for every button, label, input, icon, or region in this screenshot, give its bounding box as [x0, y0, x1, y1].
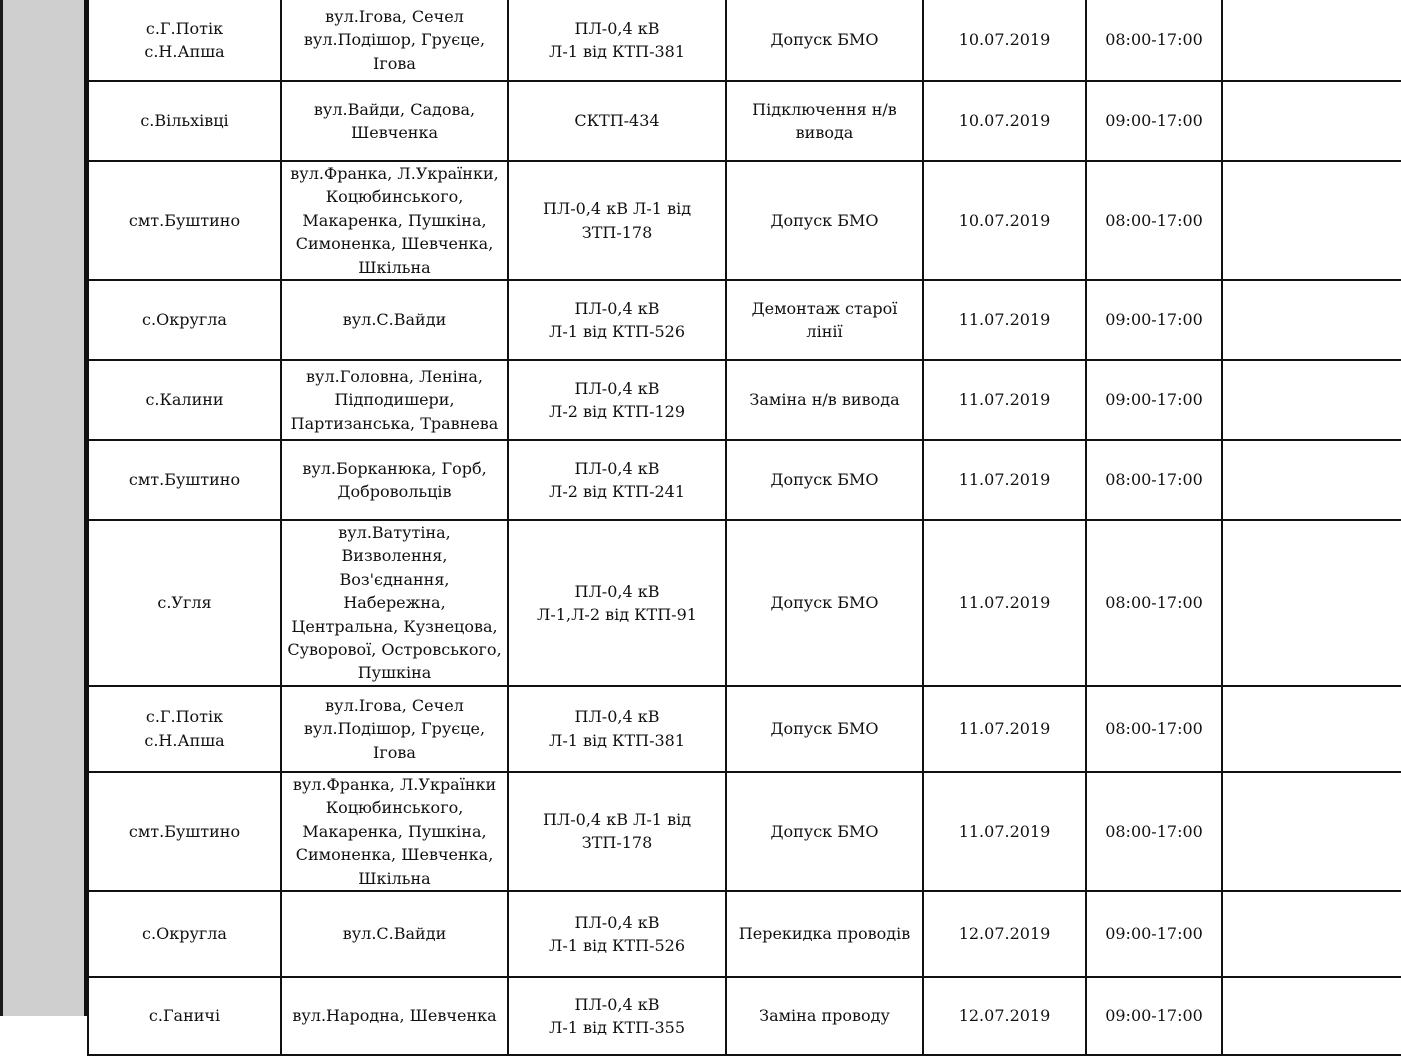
date-cell: 11.07.2019	[923, 772, 1086, 891]
locality-cell: с.Угля	[88, 520, 281, 686]
note-cell	[1222, 0, 1401, 81]
table-row	[88, 161, 1401, 280]
table-row	[88, 891, 1401, 977]
time-cell: 08:00-17:00	[1086, 520, 1222, 686]
power-line-cell: ПЛ-0,4 кВ Л-2 від КТП-241	[508, 440, 726, 520]
time-cell: 08:00-17:00	[1086, 686, 1222, 772]
table-row	[88, 0, 1401, 81]
left-margin-strip	[0, 0, 84, 1016]
note-cell	[1222, 360, 1401, 440]
power-line-cell: ПЛ-0,4 кВ Л-1 від КТП-526	[508, 280, 726, 360]
note-cell	[1222, 81, 1401, 161]
locality-cell: с.Г.Потік с.Н.Апша	[88, 686, 281, 772]
work-type-cell: Підключення н/в вивода	[726, 81, 923, 161]
work-type-cell: Заміна проводу	[726, 977, 923, 1055]
note-cell	[1222, 520, 1401, 686]
note-cell	[1222, 161, 1401, 280]
date-cell: 11.07.2019	[923, 686, 1086, 772]
locality-cell: смт.Буштино	[88, 772, 281, 891]
time-cell: 09:00-17:00	[1086, 360, 1222, 440]
power-line-cell: ПЛ-0,4 кВ Л-1 від КТП-355	[508, 977, 726, 1055]
date-cell: 10.07.2019	[923, 81, 1086, 161]
work-type-cell: Допуск БМО	[726, 440, 923, 520]
power-line-cell: ПЛ-0,4 кВ Л-1 від ЗТП-178	[508, 772, 726, 891]
date-cell: 10.07.2019	[923, 161, 1086, 280]
time-cell: 08:00-17:00	[1086, 0, 1222, 81]
table-row	[88, 280, 1401, 360]
work-type-cell: Допуск БМО	[726, 686, 923, 772]
streets-cell: вул.Вайди, Садова, Шевченка	[281, 81, 508, 161]
power-line-cell: ПЛ-0,4 кВ Л-2 від КТП-129	[508, 360, 726, 440]
streets-cell: вул.Борканюка, Горб, Добровольців	[281, 440, 508, 520]
date-cell: 10.07.2019	[923, 0, 1086, 81]
streets-cell: вул.С.Вайди	[281, 280, 508, 360]
time-cell: 09:00-17:00	[1086, 977, 1222, 1055]
locality-cell: с.Г.Потік с.Н.Апша	[88, 0, 281, 81]
streets-cell: вул.С.Вайди	[281, 891, 508, 977]
date-cell: 12.07.2019	[923, 977, 1086, 1055]
locality-cell: с.Округла	[88, 891, 281, 977]
streets-cell: вул.Франка, Л.Українки, Коцюбинського, Макаренка, Пушкіна, Симоненка, Шевченка, Шкільна	[281, 161, 508, 280]
power-line-cell: ПЛ-0,4 кВ Л-1 від ЗТП-178	[508, 161, 726, 280]
date-cell: 11.07.2019	[923, 440, 1086, 520]
locality-cell: с.Вільхівці	[88, 81, 281, 161]
date-cell: 11.07.2019	[923, 280, 1086, 360]
power-line-cell: ПЛ-0,4 кВ Л-1 від КТП-381	[508, 686, 726, 772]
streets-cell: вул.Головна, Леніна, Підподишери, Партизанська, Травнева	[281, 360, 508, 440]
power-line-cell: ПЛ-0,4 кВ Л-1 від КТП-526	[508, 891, 726, 977]
table-row	[88, 360, 1401, 440]
work-type-cell: Заміна н/в вивода	[726, 360, 923, 440]
time-cell: 09:00-17:00	[1086, 891, 1222, 977]
power-line-cell: ПЛ-0,4 кВ Л-1,Л-2 від КТП-91	[508, 520, 726, 686]
work-type-cell: Перекидка проводів	[726, 891, 923, 977]
note-cell	[1222, 772, 1401, 891]
date-cell: 11.07.2019	[923, 520, 1086, 686]
table-row	[88, 686, 1401, 772]
work-type-cell: Допуск БМО	[726, 520, 923, 686]
power-line-cell: СКТП-434	[508, 81, 726, 161]
note-cell	[1222, 686, 1401, 772]
date-cell: 11.07.2019	[923, 360, 1086, 440]
note-cell	[1222, 280, 1401, 360]
locality-cell: с.Ганичі	[88, 977, 281, 1055]
work-type-cell: Допуск БМО	[726, 772, 923, 891]
work-type-cell: Демонтаж старої лінії	[726, 280, 923, 360]
time-cell: 08:00-17:00	[1086, 440, 1222, 520]
work-type-cell: Допуск БМО	[726, 161, 923, 280]
streets-cell: вул.Ігова, Сечел вул.Подішор, Груєце, Ігова	[281, 686, 508, 772]
outage-schedule-table	[87, 0, 1401, 1056]
streets-cell: вул.Народна, Шевченка	[281, 977, 508, 1055]
streets-cell: вул.Франка, Л.Українки Коцюбинського, Макаренка, Пушкіна, Симоненка, Шевченка, Шкільна	[281, 772, 508, 891]
locality-cell: с.Калини	[88, 360, 281, 440]
streets-cell: вул.Ватутіна, Визволення, Воз'єднання, Набережна, Центральна, Кузнецова, Суворової, Островського, Пушкіна	[281, 520, 508, 686]
streets-cell: вул.Ігова, Сечел вул.Подішор, Груєце, Ігова	[281, 0, 508, 81]
table-row	[88, 520, 1401, 686]
locality-cell: смт.Буштино	[88, 440, 281, 520]
note-cell	[1222, 440, 1401, 520]
note-cell	[1222, 977, 1401, 1055]
table-row	[88, 772, 1401, 891]
locality-cell: смт.Буштино	[88, 161, 281, 280]
time-cell: 08:00-17:00	[1086, 772, 1222, 891]
time-cell: 08:00-17:00	[1086, 161, 1222, 280]
work-type-cell: Допуск БМО	[726, 0, 923, 81]
time-cell: 09:00-17:00	[1086, 280, 1222, 360]
table-row	[88, 81, 1401, 161]
table-row	[88, 977, 1401, 1055]
note-cell	[1222, 891, 1401, 977]
time-cell: 09:00-17:00	[1086, 81, 1222, 161]
power-line-cell: ПЛ-0,4 кВ Л-1 від КТП-381	[508, 0, 726, 81]
locality-cell: с.Округла	[88, 280, 281, 360]
date-cell: 12.07.2019	[923, 891, 1086, 977]
table-row	[88, 440, 1401, 520]
